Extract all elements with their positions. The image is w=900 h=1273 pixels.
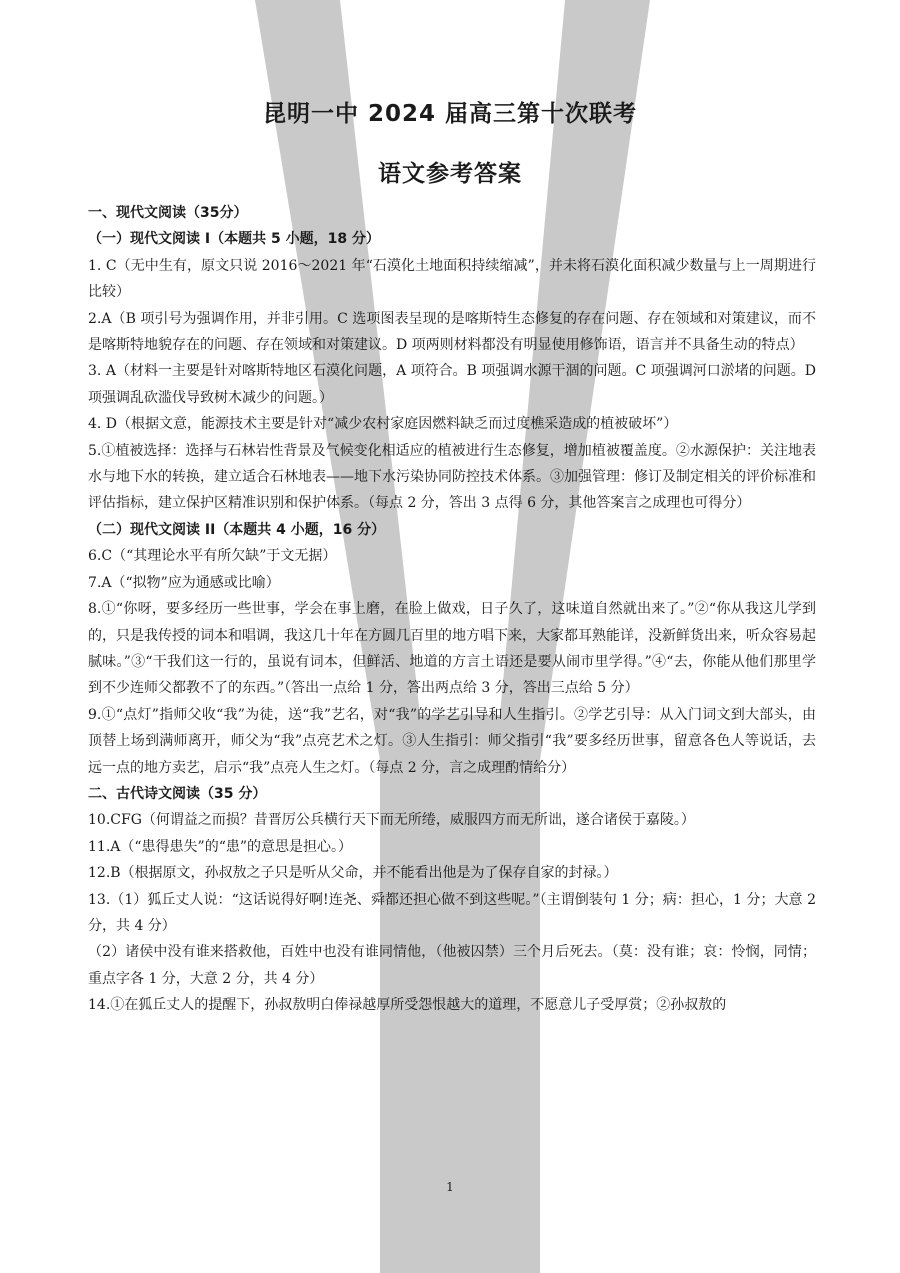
answer-item: 12.B（根据原文，孙叔敖之子只是听从父命，并不能看出他是为了保存自家的封禄。）	[88, 865, 618, 882]
answer-item: 7.A（“拟物”应为通感或比喻）	[88, 574, 280, 591]
section-heading: 二、古代诗文阅读（35 分）	[88, 785, 267, 802]
answer-item: 1. C（无中生有，原文只说 2016～2021 年“石漠化土地面积持续缩减”，并未将石漠化面积减少数量与上一周期进行比较）	[88, 257, 816, 301]
answer-item: 11.A（“患得患失”的“患”的意思是担心。）	[88, 838, 353, 855]
answer-item: 6.C（“其理论水平有所欠缺”于文无据）	[88, 548, 337, 565]
section-heading: （二）现代文阅读 II（本题共 4 小题，16 分）	[88, 521, 386, 538]
section-heading: 一、现代文阅读（35分）	[88, 205, 248, 221]
answer-item: 14.①在狐丘丈人的提醒下，孙叔敖明白俸禄越厚所受怨恨越大的道理，不愿意儿子受厚赏；②孙叔敖的	[88, 997, 727, 1014]
answer-item: 2.A（B 项引号为强调作用，并非引用。C 选项图表呈现的是喀斯特生态修复的存在问题、存在领域和对策建议，而不是喀斯特地貌存在的问题、存在领域和对策建议。D 项两则材料都没有明显使用修饰语，语言并不具备生动的特点）	[88, 310, 816, 354]
exam-subtitle: 语文参考答案	[378, 161, 522, 187]
exam-title: 昆明一中 2024 届高三第十次联考	[262, 101, 638, 127]
answer-item: 9.①“点灯”指师父收“我”为徒，送“我”艺名，对“我”的学艺引导和人生指引。②学艺引导：从入门词文到大部头，由顶替上场到满师离开，师父为“我”点亮艺术之灯。③人生指引：师父指引“我”要多经历世事，留意各色人等说话，去远一点的地方卖艺，启示“我”点亮人生之灯。（每点 2 分，言之成理酌情给分）	[88, 706, 816, 776]
answer-item: 13.（1）狐丘丈人说：“这话说得好啊!连尧、舜都还担心做不到这些呢。”（主谓倒装句 1 分；病：担心，1 分；大意 2 分，共 4 分）	[88, 891, 816, 934]
answer-item: 8.①“你呀，要多经历一些世事，学会在事上磨，在脸上做戏，日子久了，这味道自然就出来了。”②“你从我这儿学到的，只是我传授的词本和唱调，我这几十年在方圆几百里的地方唱下来，大家都耳熟能详，没新鲜货出来，听众容易起腻味。”③“干我们这一行的，虽说有词本，但鲜活、地道的方言土语还是要从闹市里学得。”④“去，你能从他们那里学到不少连师父都教不了的东西。”（答出一点给 1 分，答出两点给 3 分，答出三点给 5 分）	[88, 601, 816, 697]
answer-item: 10.CFG（何谓益之而损？昔晋厉公兵横行天下而无所绻，威服四方而无所诎，遂合诸侯于嘉陵。）	[88, 812, 695, 829]
section-heading: （一）现代文阅读 I（本题共 5 小题，18 分）	[88, 231, 380, 248]
page-number: 1	[446, 1180, 454, 1194]
answer-item: 5.①植被选择：选择与石林岩性背景及气候变化相适应的植被进行生态修复，增加植被覆盖度。②水源保护：关注地表水与地下水的转换，建立适合石林地表——地下水污染协同防控技术体系。③加强管理：修订及制定相关的评价标准和评估指标，建立保护区精准识别和保护体系。（每点 2 分，答出 3 点得 6 分，其他答案言之成理也可得分）	[88, 442, 816, 512]
answer-item: （2）诸侯中没有谁来搭救他，百姓中也没有谁同情他，（他被囚禁）三个月后死去。（莫：没有谁；哀：怜悯，同情；重点字各 1 分，大意 2 分，共 4 分）	[88, 944, 816, 987]
answer-content	[88, 200, 816, 1019]
answer-item: 4. D（根据文意，能源技术主要是针对“减少农村家庭因燃料缺乏而过度樵采造成的植被破坏”）	[88, 416, 678, 433]
answer-item: 3. A（材料一主要是针对喀斯特地区石漠化问题，A 项符合。B 项强调水源干涸的问题。C 项强调河口淤堵的问题。D 项强调乱砍滥伐导致树木减少的问题。）	[88, 363, 816, 406]
